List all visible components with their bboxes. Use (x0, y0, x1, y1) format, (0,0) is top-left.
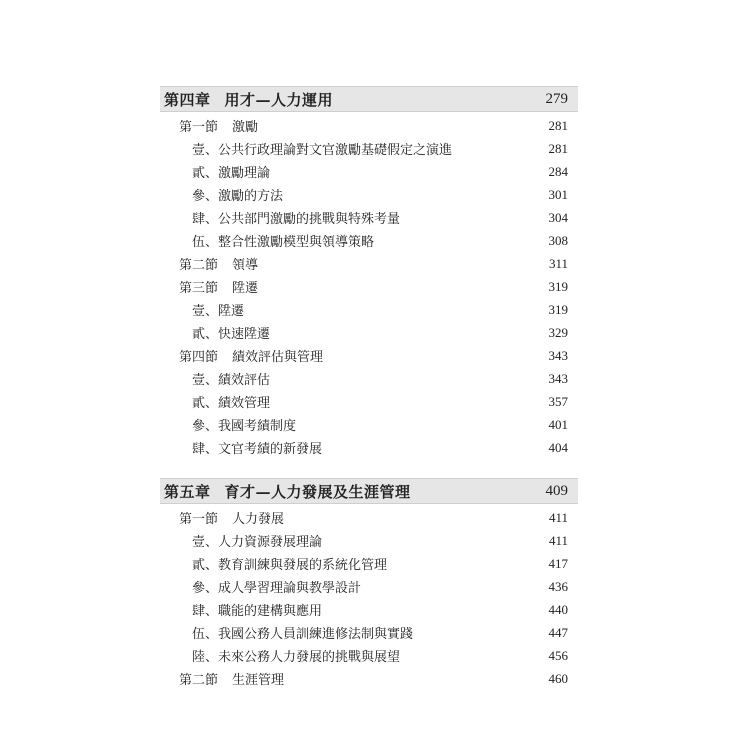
chapter-page: 409 (545, 482, 568, 499)
chapter-title (164, 481, 411, 502)
entry-label (192, 646, 400, 665)
section-number: 第二節 (179, 673, 219, 688)
toc-item-row (160, 390, 578, 413)
entry-page: 401 (548, 416, 568, 432)
table-of-contents (160, 86, 578, 690)
entry-label (192, 438, 322, 457)
entry-text: 肆、文官考績的新發展 (192, 442, 323, 457)
entry-label (179, 116, 258, 135)
entry-page: 456 (548, 647, 568, 663)
entry-text: 貳、教育訓練與發展的系統化管理 (192, 558, 388, 573)
entry-label (192, 162, 270, 181)
section-number: 第三節 (179, 281, 219, 296)
entry-text: 肆、職能的建構與應用 (192, 604, 323, 619)
chapter-5-entries (160, 506, 578, 690)
toc-section-row (160, 506, 578, 529)
entry-label (192, 577, 361, 596)
entry-label (192, 531, 322, 550)
entry-label (192, 139, 452, 158)
entry-text: 績效評估與管理 (232, 350, 324, 365)
toc-item-row (160, 644, 578, 667)
entry-label (179, 508, 284, 527)
entry-page: 281 (548, 140, 568, 156)
chapter-page: 279 (545, 90, 568, 107)
entry-text: 領導 (232, 258, 259, 273)
entry-label (192, 600, 322, 619)
section-number: 第四節 (179, 350, 219, 365)
entry-text: 參、我國考績制度 (192, 419, 297, 434)
entry-page: 436 (548, 578, 568, 594)
toc-item-row (160, 552, 578, 575)
entry-label (192, 323, 270, 342)
entry-page: 447 (548, 624, 568, 640)
entry-page: 301 (548, 186, 568, 202)
entry-text: 生涯管理 (232, 673, 285, 688)
toc-item-row (160, 137, 578, 160)
entry-page: 440 (548, 601, 568, 617)
entry-text: 壹、陞遷 (192, 304, 245, 319)
section-number: 第一節 (179, 120, 219, 135)
entry-label (179, 669, 284, 688)
toc-section-row (160, 275, 578, 298)
toc-section-row (160, 252, 578, 275)
toc-item-row (160, 529, 578, 552)
chapter-title (164, 89, 333, 110)
entry-page: 343 (548, 370, 568, 386)
entry-label (192, 185, 283, 204)
entry-page: 281 (548, 117, 568, 133)
entry-text: 壹、績效評估 (192, 373, 271, 388)
entry-page: 460 (548, 670, 568, 686)
entry-label (192, 623, 413, 642)
entry-text: 貳、激勵理論 (192, 166, 271, 181)
entry-label (179, 346, 323, 365)
entry-label (192, 369, 270, 388)
entry-page: 404 (548, 439, 568, 455)
entry-text: 貳、快速陞遷 (192, 327, 271, 342)
entry-text: 貳、績效管理 (192, 396, 271, 411)
entry-label (192, 415, 296, 434)
chapter-4-entries (160, 114, 578, 459)
chapter-name: 育才—人力發展及生涯管理 (224, 482, 411, 501)
section-number: 第一節 (179, 512, 219, 527)
toc-item-row (160, 160, 578, 183)
entry-label (192, 231, 374, 250)
entry-page: 308 (548, 232, 568, 248)
entry-page: 343 (548, 347, 568, 363)
entry-text: 肆、公共部門激勵的挑戰與特殊考量 (192, 212, 401, 227)
entry-page: 304 (548, 209, 568, 225)
entry-text: 陞遷 (232, 281, 259, 296)
entry-page: 284 (548, 163, 568, 179)
toc-section-row (160, 114, 578, 137)
entry-text: 激勵 (232, 120, 259, 135)
entry-page: 417 (548, 555, 568, 571)
toc-item-row (160, 367, 578, 390)
toc-item-row (160, 621, 578, 644)
toc-section-row (160, 344, 578, 367)
toc-item-row (160, 298, 578, 321)
entry-page: 329 (548, 324, 568, 340)
entry-text: 陸、未來公務人力發展的挑戰與展望 (192, 650, 401, 665)
section-number: 第二節 (179, 258, 219, 273)
chapter-name: 用才—人力運用 (224, 90, 334, 109)
chapter-4-heading (160, 86, 578, 112)
toc-item-row (160, 436, 578, 459)
toc-item-row (160, 206, 578, 229)
entry-text: 壹、人力資源發展理論 (192, 535, 323, 550)
chapter-number: 第四章 (164, 90, 211, 109)
entry-text: 參、激勵的方法 (192, 189, 284, 204)
entry-page: 411 (548, 532, 568, 548)
entry-page: 319 (548, 278, 568, 294)
entry-text: 人力發展 (232, 512, 285, 527)
toc-item-row (160, 321, 578, 344)
entry-text: 壹、公共行政理論對文官激勵基礎假定之演進 (192, 143, 453, 158)
entry-text: 伍、整合性激勵模型與領導策略 (192, 235, 375, 250)
toc-item-row (160, 575, 578, 598)
entry-label (192, 554, 387, 573)
entry-label (192, 392, 270, 411)
toc-item-row (160, 183, 578, 206)
entry-page: 411 (548, 509, 568, 525)
chapter-5-heading (160, 478, 578, 504)
entry-label (179, 254, 258, 273)
toc-item-row (160, 598, 578, 621)
entry-label (179, 277, 258, 296)
entry-text: 參、成人學習理論與教學設計 (192, 581, 362, 596)
toc-item-row (160, 413, 578, 436)
entry-label (192, 208, 400, 227)
entry-page: 311 (548, 255, 568, 271)
entry-page: 319 (548, 301, 568, 317)
chapter-number: 第五章 (164, 482, 211, 501)
entry-label (192, 300, 244, 319)
entry-text: 伍、我國公務人員訓練進修法制與實踐 (192, 627, 414, 642)
toc-item-row (160, 229, 578, 252)
toc-section-row (160, 667, 578, 690)
entry-page: 357 (548, 393, 568, 409)
